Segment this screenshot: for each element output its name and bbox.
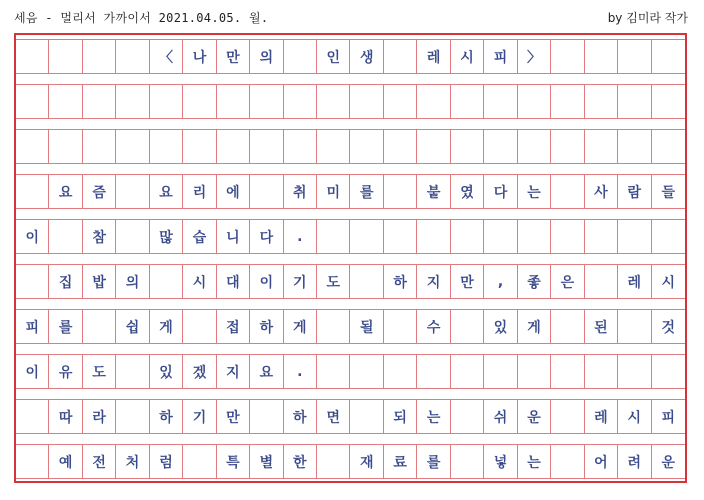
grid-cell: 면 [317, 399, 350, 434]
grid-cell [351, 129, 384, 164]
grid-cell [16, 39, 49, 74]
grid-cell: 도 [317, 264, 350, 299]
grid-cell [351, 219, 384, 254]
grid-cell: 지 [217, 354, 250, 389]
grid-cell: 피 [484, 39, 517, 74]
grid-cell [284, 39, 317, 74]
grid-cell: 피 [661, 409, 676, 426]
grid-cell [384, 174, 417, 209]
grid-cell: 있 [484, 309, 517, 344]
grid-cell [250, 399, 283, 434]
grid-cell: 수 [417, 309, 450, 344]
grid-cell [116, 129, 149, 164]
grid-cell: 처 [116, 444, 149, 479]
grid-cell: 는 [518, 444, 551, 479]
grid-cell: 를 [49, 309, 82, 344]
grid-cell [16, 264, 49, 299]
grid-cell: 럼 [150, 444, 183, 479]
grid-cell [116, 84, 149, 119]
grid-cell [484, 354, 517, 389]
grid-cell: 〉 [518, 39, 551, 74]
grid-cell [351, 264, 384, 299]
grid-row [16, 264, 685, 299]
grid-cell: 다 [250, 219, 283, 254]
grid-cell: 를 [417, 444, 450, 479]
grid-cell [16, 444, 49, 479]
grid-row [16, 129, 685, 164]
grid-cell: 기 [284, 264, 317, 299]
grid-cell [484, 219, 517, 254]
grid-cell [49, 39, 82, 74]
grid-cell: 지 [417, 264, 450, 299]
grid-cell: 된 [585, 309, 618, 344]
grid-row [16, 354, 685, 389]
grid-cell [417, 84, 450, 119]
grid-cell: 붙 [417, 174, 450, 209]
grid-cell [451, 354, 484, 389]
grid-cell [585, 264, 618, 299]
grid-cell [518, 354, 551, 389]
grid-cell [116, 39, 149, 74]
grid-cell: 예 [49, 444, 82, 479]
grid-cell [618, 129, 651, 164]
grid-cell [250, 174, 283, 209]
grid-cell [317, 129, 350, 164]
grid-cell: 료 [384, 444, 417, 479]
grid-cell [652, 84, 685, 119]
grid-cell: 의 [116, 264, 149, 299]
grid-cell: 재 [351, 444, 384, 479]
grid-cell [618, 39, 651, 74]
grid-cell: 〈 [150, 39, 183, 74]
grid-cell [451, 309, 484, 344]
grid-cell [551, 84, 584, 119]
grid-cell [317, 354, 350, 389]
grid-cell [618, 219, 651, 254]
grid-cell: 시 [183, 264, 216, 299]
grid-cell: 요 [250, 354, 283, 389]
grid-cell [551, 174, 584, 209]
grid-cell: 니 [217, 219, 250, 254]
grid-cell [384, 39, 417, 74]
grid-cell: 즘 [83, 174, 116, 209]
grid-cell [284, 84, 317, 119]
grid-cell [585, 219, 618, 254]
grid-cell [116, 174, 149, 209]
grid-cell [351, 84, 384, 119]
grid-cell [183, 84, 216, 119]
grid-cell [317, 84, 350, 119]
grid-cell: 한 [284, 444, 317, 479]
grid-row [16, 84, 685, 119]
header-author: by 김미라 작가 [607, 11, 688, 25]
grid-cell [116, 399, 149, 434]
grid-cell [652, 129, 685, 164]
grid-cell: 많 [150, 219, 183, 254]
grid-cell: 접 [217, 309, 250, 344]
grid-cell: 유 [49, 354, 82, 389]
manuscript-grid [14, 33, 687, 483]
grid-cell: 만 [217, 399, 250, 434]
grid-cell: 미 [317, 174, 350, 209]
grid-cell: 였 [451, 174, 484, 209]
grid-cell [585, 129, 618, 164]
grid-cell [518, 84, 551, 119]
grid-cell [49, 219, 82, 254]
grid-cell: 라 [83, 399, 116, 434]
grid-cell: 레 [585, 399, 618, 434]
grid-cell [551, 39, 584, 74]
grid-cell: 다 [484, 174, 517, 209]
grid-cell: 요 [150, 174, 183, 209]
grid-cell [585, 39, 618, 74]
grid-cell: 시 [451, 39, 484, 74]
grid-cell: 게 [284, 309, 317, 344]
grid-cell [150, 84, 183, 119]
grid-cell [417, 354, 450, 389]
grid-cell: 는 [518, 174, 551, 209]
grid-cell [284, 129, 317, 164]
grid-cell: 피 [16, 309, 49, 344]
grid-cell [16, 129, 49, 164]
grid-cell: 운 [661, 454, 676, 471]
grid-cell [451, 219, 484, 254]
grid-cell: 운 [518, 399, 551, 434]
grid-cell [384, 309, 417, 344]
grid-cell: 이 [16, 219, 49, 254]
grid-cell: 시 [661, 274, 676, 291]
grid-cell [217, 84, 250, 119]
grid-cell [250, 84, 283, 119]
grid-cell: 넣 [484, 444, 517, 479]
grid-cell [484, 129, 517, 164]
grid-cell [451, 129, 484, 164]
grid-cell [652, 39, 685, 74]
grid-cell: 나 [183, 39, 216, 74]
grid-cell: 만 [451, 264, 484, 299]
grid-cell: 어 [585, 444, 618, 479]
grid-cell: 생 [351, 39, 384, 74]
header-title: 세음 - 멀리서 가까이서 2021.04.05. 월. [14, 11, 269, 25]
grid-cell [250, 129, 283, 164]
grid-cell [652, 219, 685, 254]
grid-cell: 참 [83, 219, 116, 254]
grid-cell: 시 [618, 399, 651, 434]
grid-cell: 하 [150, 399, 183, 434]
grid-cell [351, 354, 384, 389]
grid-cell [183, 444, 216, 479]
grid-cell [518, 219, 551, 254]
grid-cell: 리 [183, 174, 216, 209]
grid-cell: 들 [661, 184, 676, 201]
grid-cell [384, 84, 417, 119]
page-header [0, 0, 704, 32]
grid-cell: 게 [150, 309, 183, 344]
grid-cell [451, 399, 484, 434]
grid-cell [49, 129, 82, 164]
grid-row [16, 174, 685, 209]
grid-cell: 에 [217, 174, 250, 209]
grid-cell: 특 [217, 444, 250, 479]
grid-cell: 하 [384, 264, 417, 299]
grid-cell: 별 [250, 444, 283, 479]
grid-cell: 쉽 [116, 309, 149, 344]
grid-cell: 는 [417, 399, 450, 434]
grid-cell [83, 309, 116, 344]
grid-cell: 레 [618, 264, 651, 299]
grid-cell [150, 264, 183, 299]
grid-row [16, 309, 685, 344]
grid-cell: 좋 [518, 264, 551, 299]
grid-row [16, 219, 685, 254]
grid-cell: 도 [83, 354, 116, 389]
grid-cell [384, 219, 417, 254]
grid-row [16, 39, 685, 74]
grid-cell [551, 129, 584, 164]
grid-cell [652, 354, 685, 389]
grid-cell: 의 [250, 39, 283, 74]
grid-cell: 밥 [83, 264, 116, 299]
grid-cell [16, 84, 49, 119]
grid-cell [317, 309, 350, 344]
grid-cell: 하 [250, 309, 283, 344]
grid-cell [451, 444, 484, 479]
grid-cell [417, 219, 450, 254]
grid-cell [16, 174, 49, 209]
grid-cell [83, 129, 116, 164]
grid-cell: 만 [217, 39, 250, 74]
grid-cell [183, 129, 216, 164]
grid-cell: 를 [351, 174, 384, 209]
grid-cell [317, 444, 350, 479]
grid-cell: 인 [317, 39, 350, 74]
grid-cell [384, 354, 417, 389]
grid-cell [585, 354, 618, 389]
grid-cell: 될 [351, 309, 384, 344]
grid-cell [384, 129, 417, 164]
grid-cell: 이 [250, 264, 283, 299]
grid-cell: 전 [83, 444, 116, 479]
grid-row [16, 444, 685, 479]
grid-cell: 람 [618, 174, 651, 209]
grid-cell: 사 [585, 174, 618, 209]
grid-cell: 있 [150, 354, 183, 389]
grid-cell: 게 [518, 309, 551, 344]
grid-cell: 하 [284, 399, 317, 434]
grid-cell [618, 84, 651, 119]
grid-cell [351, 399, 384, 434]
grid-cell [83, 84, 116, 119]
grid-cell [585, 84, 618, 119]
grid-cell [551, 354, 584, 389]
grid-cell [217, 129, 250, 164]
grid-cell [83, 39, 116, 74]
grid-cell [618, 309, 651, 344]
grid-cell [150, 129, 183, 164]
grid-cell: 은 [551, 264, 584, 299]
grid-cell [49, 84, 82, 119]
grid-row [16, 399, 685, 434]
grid-cell: 습 [183, 219, 216, 254]
grid-cell [16, 399, 49, 434]
grid-cell: 이 [16, 354, 49, 389]
grid-cell: 것 [661, 319, 676, 336]
grid-cell [551, 309, 584, 344]
grid-cell: 대 [217, 264, 250, 299]
grid-cell: 쉬 [484, 399, 517, 434]
grid-cell: 취 [284, 174, 317, 209]
grid-cell [317, 219, 350, 254]
grid-cell [451, 84, 484, 119]
grid-cell [116, 219, 149, 254]
grid-cell: 되 [384, 399, 417, 434]
grid-cell: 겠 [183, 354, 216, 389]
grid-cell [618, 354, 651, 389]
grid-cell [183, 309, 216, 344]
grid-cell [116, 354, 149, 389]
grid-cell: 레 [417, 39, 450, 74]
grid-cell: 기 [183, 399, 216, 434]
grid-cell [484, 84, 517, 119]
grid-cell: 요 [49, 174, 82, 209]
grid-cell [551, 219, 584, 254]
grid-cell [518, 129, 551, 164]
grid-cell [417, 129, 450, 164]
grid-cell: . [284, 354, 317, 389]
grid-cell: . [284, 219, 317, 254]
grid-cell: 따 [49, 399, 82, 434]
grid-cell [551, 444, 584, 479]
grid-cell: , [484, 264, 517, 299]
grid-cell: 려 [618, 444, 651, 479]
grid-cell [551, 399, 584, 434]
grid-cell: 집 [49, 264, 82, 299]
